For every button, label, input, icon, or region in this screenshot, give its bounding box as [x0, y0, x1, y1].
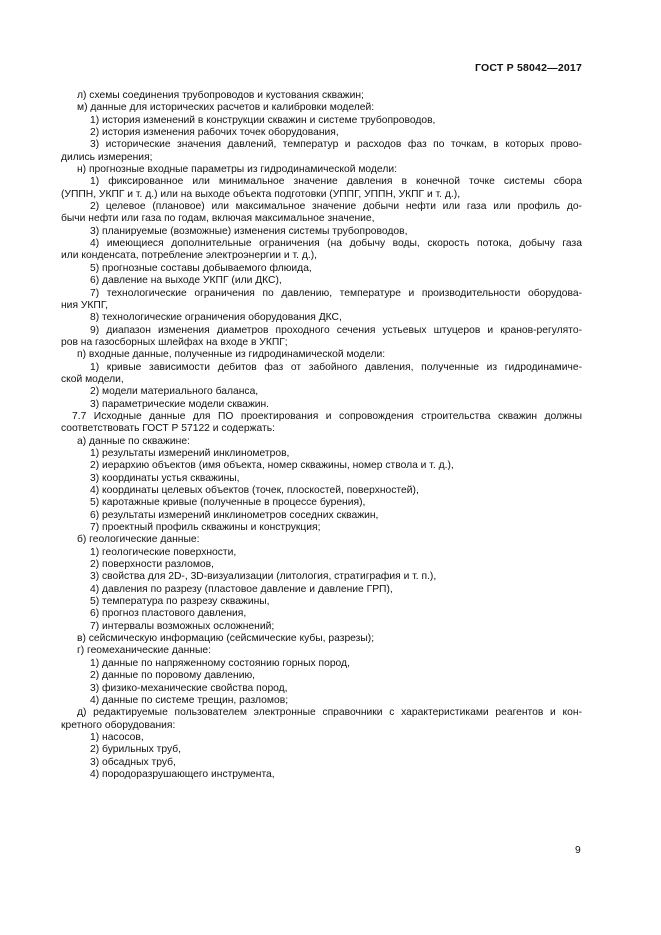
text-line: 4) имеющиеся дополнительные ограничения (на добычу воды, скорость потока, добычу газа	[90, 238, 582, 250]
text-line: соответствовать ГОСТ Р 57122 и содержать:	[61, 423, 275, 435]
text-line: 5) прогнозные составы добываемого флюида,	[90, 262, 312, 274]
text-line: 1) результаты измерений инклинометров,	[90, 447, 290, 459]
text-line: 2) иерархию объектов (имя объекта, номер скважины, номер ствола и т. д.),	[90, 460, 454, 472]
text-line: 2) модели материального баланса,	[90, 386, 259, 398]
text-line: б) геологические данные:	[77, 534, 200, 546]
document-body	[61, 90, 582, 781]
text-line: л) схемы соединения трубопроводов и кустования скважин;	[77, 90, 364, 101]
text-line: 4) давления по разрезу (пластовое давление и давление ГРП),	[90, 583, 393, 595]
text-line: 5) температура по разрезу скважины,	[90, 596, 270, 608]
text-line: 4) породоразрушающего инструмента,	[90, 768, 275, 780]
text-line: 6) прогноз пластового давления,	[90, 608, 247, 620]
text-line: 1) история изменений в конструкции скважин и системе трубопроводов,	[90, 114, 436, 126]
text-line: ров на газосборных шлейфах на входе в УКПГ;	[61, 336, 288, 348]
text-line: 2) история изменения рабочих точек оборудования,	[90, 127, 339, 139]
text-line: кретного оборудования:	[61, 719, 176, 731]
text-line: 4) координаты целевых объектов (точек, плоскостей, поверхностей),	[90, 485, 419, 496]
text-line: 4) данные по системе трещин, разломов;	[90, 694, 289, 706]
text-line: а) данные по скважине:	[77, 435, 190, 447]
text-line: (УППН, УКПГ и т. д.) или на выходе объекта подготовки (УППГ, УППН, УКПГ и т. д.),	[61, 188, 461, 200]
text-line: 3) обсадных труб,	[90, 756, 176, 768]
text-line: 3) свойства для 2D-, 3D-визуализации (литология, стратиграфия и т. п.),	[90, 571, 437, 583]
text-line: 3) планируемые (возможные) изменения системы трубопроводов,	[90, 225, 408, 237]
text-line: 7) проектный профиль скважины и конструкция;	[90, 522, 321, 534]
section-heading-line: 7.7 Исходные данные для ПО проектирования и сопровождения строительства скважин должны	[72, 410, 582, 422]
text-line: 3) исторические значения давлений, температур и расходов фаз по точкам, в которых прово-	[90, 139, 582, 151]
text-line: 5) каротажные кривые (полученные в процессе бурения),	[90, 497, 366, 509]
text-line: 2) данные по поровому давлению,	[90, 670, 256, 682]
text-line: 2) поверхности разломов,	[90, 559, 214, 571]
text-line: г) геомеханические данные:	[77, 645, 211, 657]
text-line: 2) целевое (плановое) или максимальное значение добычи нефти или газа или профиль до-	[90, 201, 582, 213]
text-line: в) сейсмическую информацию (сейсмические кубы, разрезы);	[77, 633, 375, 645]
text-line: 1) насосов,	[90, 731, 144, 743]
text-line: 1) геологические поверхности,	[90, 546, 237, 558]
text-line: ния УКПГ,	[61, 299, 108, 311]
text-line: 2) бурильных труб,	[90, 744, 182, 756]
text-line: 6) давление на выходе УКПГ (или ДКС),	[90, 275, 282, 287]
text-line: бычи нефти или газа по годам, включая максимальное значение,	[61, 213, 375, 225]
text-line: 6) результаты измерений инклинометров соседних скважин,	[90, 509, 379, 521]
text-line: 7) технологические ограничения по давлению, температуре и производительности оборудова-	[90, 287, 582, 299]
text-line: м) данные для исторических расчетов и калибровки моделей:	[77, 102, 375, 114]
text-line: или конденсата, потребление электроэнергии и т. д.),	[61, 250, 317, 262]
page-number: 9	[575, 845, 581, 856]
text-line: 9) диапазон изменения диаметров проходного сечения устьевых штуцеров и кранов-регулято-	[90, 324, 582, 336]
text-line: п) входные данные, полученные из гидродинамической модели:	[77, 349, 386, 361]
text-line: дились измерения;	[61, 151, 153, 163]
text-line: 1) фиксированное или минимальное значение давления в конечной точке системы сбора	[90, 176, 582, 188]
text-line: н) прогнозные входные параметры из гидродинамической модели:	[77, 164, 397, 176]
text-line: 3) физико-механические свойства пород,	[90, 682, 288, 694]
text-line: 1) кривые зависимости дебитов фаз от забойного давления, полученные из гидродинамиче-	[90, 361, 582, 373]
text-line: 3) параметрические модели скважин.	[90, 398, 270, 410]
text-line: д) редактируемые пользователем электронные справочники с характеристиками реагентов и кон-	[77, 707, 582, 719]
text-line: 3) координаты устья скважины,	[90, 472, 240, 484]
text-line: 1) данные по напряженному состоянию горных пород,	[90, 657, 350, 669]
standard-code-header: ГОСТ Р 58042—2017	[474, 62, 582, 74]
text-line: 7) интервалы возможных осложнений;	[90, 620, 275, 632]
text-line: ской модели,	[61, 373, 124, 385]
text-line: 8) технологические ограничения оборудования ДКС,	[90, 312, 342, 324]
